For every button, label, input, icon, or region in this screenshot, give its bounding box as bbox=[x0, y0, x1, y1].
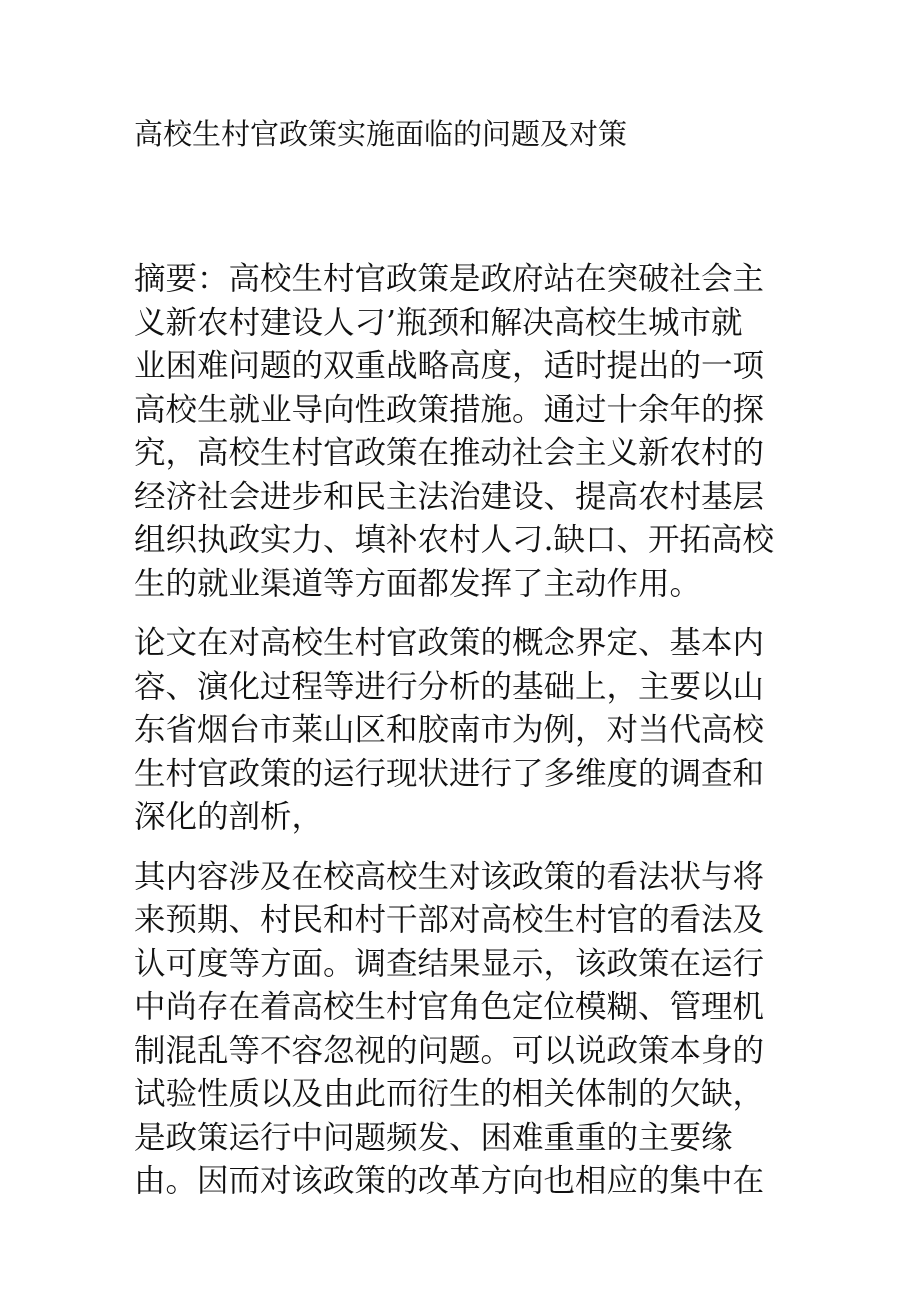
text-line: 组织执政实力、填补农村人刁.缺口、开拓高校 bbox=[134, 522, 775, 558]
document-title: 高校生村官政策实施面临的问题及对策 bbox=[134, 117, 628, 151]
findings-paragraph bbox=[134, 856, 804, 1204]
text-line: 由。因而对该政策的改革方向也相应的集中在 bbox=[134, 1163, 765, 1199]
text-line: 高校生就业导向性政策措施。通过十余年的探 bbox=[134, 391, 765, 428]
text-line: 其内容涉及在校高校生对该政策的看法状与将 bbox=[134, 858, 765, 895]
text-line: 经济社会进步和民主法治建设、提高农村基层 bbox=[134, 478, 765, 515]
text-line: 试验性质以及由此而衍生的相关体制的欠缺， bbox=[134, 1076, 765, 1112]
text-line: 业困难问题的双重战略高度，适时提出的一项 bbox=[134, 348, 765, 384]
document-body bbox=[134, 258, 804, 1204]
text-line: 生村官政策的运行现状进行了多维度的调查和 bbox=[134, 755, 765, 792]
text-line: 究，高校生村官政策在推动社会主义新农村的 bbox=[134, 435, 765, 471]
text-line: 东省烟台市莱山区和胶南市为例，对当代高校 bbox=[134, 712, 765, 748]
text-line: 义新农村建设人刁’瓶颈和解决高校生城市就 bbox=[134, 304, 743, 341]
text-line: 是政策运行中问题频发、困难重重的主要缘 bbox=[134, 1119, 733, 1156]
text-line: 容、演化过程等进行分析的基础上，主要以山 bbox=[134, 668, 765, 705]
text-line: 生的就业渠道等方面都发挥了主动作用。 bbox=[134, 565, 702, 602]
text-line: 制混乱等不容忽视的问题。可以说政策本身的 bbox=[134, 1032, 765, 1069]
text-line: 认可度等方面。调查结果显示，该政策在运行 bbox=[134, 945, 765, 982]
text-line: 中尚存在着高校生村官角色定位模糊、管理机 bbox=[134, 989, 765, 1025]
abstract-paragraph bbox=[134, 258, 804, 606]
text-line: 来预期、村民和村干部对高校生村官的看法及 bbox=[134, 902, 765, 938]
text-line: 论文在对高校生村官政策的概念界定、基本内 bbox=[134, 625, 765, 661]
text-line: 摘要：高校生村官政策是政府站在突破社会主 bbox=[134, 261, 765, 297]
text-line: 深化的剖析， bbox=[134, 799, 324, 835]
analysis-paragraph bbox=[134, 622, 804, 840]
